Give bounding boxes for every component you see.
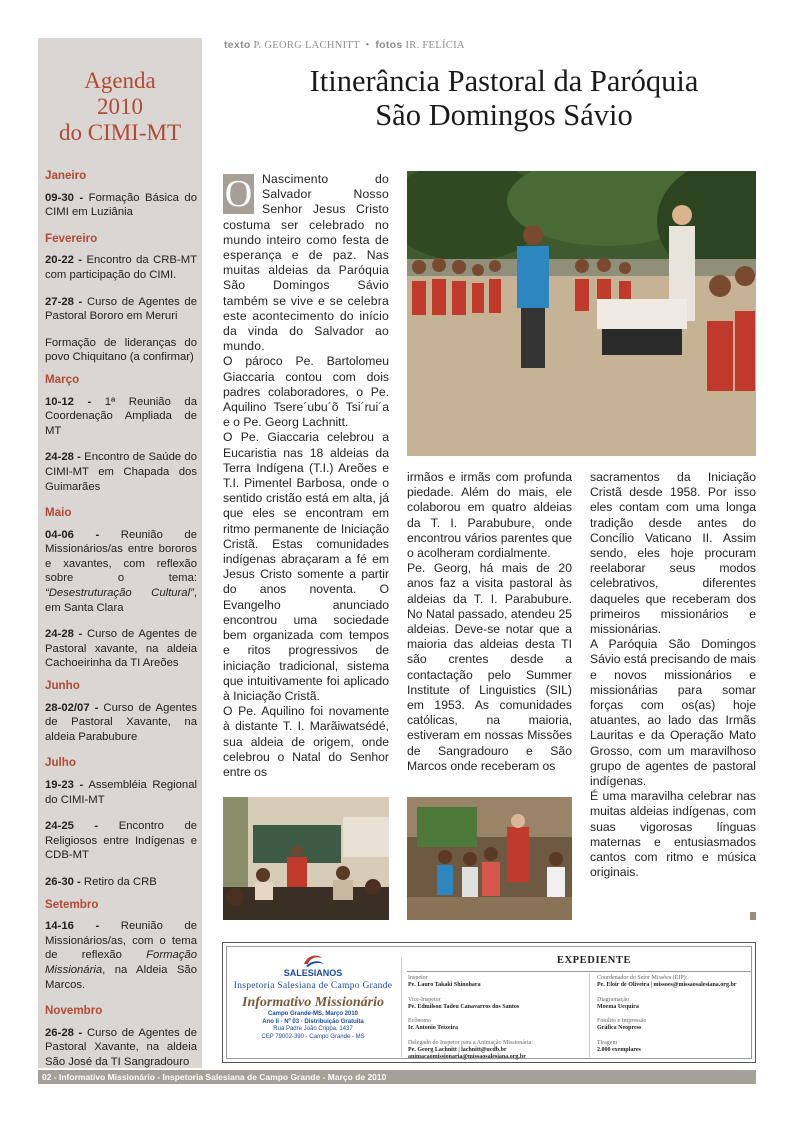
- article-paragraph: O Pe. Aquilino foi novamente à distante T. I. Marãiwatsédé, sua aldeia de origem, onde celebrou o Natal do Senhor entre os: [223, 704, 389, 779]
- agenda-event: 27-28 - Curso de Agentes de Pastoral Bororo em Meruri: [45, 295, 197, 323]
- month-heading: Junho: [45, 679, 80, 693]
- article-paragraph: sacramentos da Iniciação Cristã desde 1958. Por isso eles contam com uma longa tradição desde antes do Concílio Vaticano II. Assim sendo, eles hoje procuram reelaborar seus modos celebrativos, diferentes daqueles que receberam dos primeiros missionários e missionárias.: [590, 470, 756, 637]
- article-column-1: [223, 172, 389, 780]
- article-column-2: [407, 470, 572, 774]
- expediente-box: [222, 942, 756, 1063]
- photo-outdoor-celebration: [407, 171, 756, 456]
- byline-separator: •: [365, 40, 370, 51]
- expediente-column-2: Coordenador do Setor Missões (EIP): Pe. Eloir de Oliveira | missoes@missaosalesiana.org.br Diagramação Moema Uequira Fotolito e Impressão Gráfica Neopress Tiragem 2.000 exemplares: [597, 975, 737, 1053]
- agenda-event: Formação de lideranças do povo Chiquitano (a confirmar): [45, 336, 197, 364]
- month-heading: Janeiro: [45, 169, 87, 182]
- month-heading: Julho: [45, 756, 76, 770]
- photo-classroom-meeting: [223, 797, 389, 920]
- article-paragraph: É uma maravilha celebrar nas muitas aldeias indígenas, com suas vigorosas línguas maternas e entusiasmados cantos com ritmo e música originais.: [590, 789, 756, 880]
- expediente-inner-border: [226, 946, 752, 1059]
- article-paragraph: A Paróquia São Domingos Sávio está precisando de mais e novos missionários e missionárias para somar forças com os(as) hoje atuantes, ao lado das Irmãs Lauritas e da Operação Mato Grosso, com um maravilhoso grupo de agentes de pastoral indígenas.: [590, 637, 756, 789]
- article-paragraph: O Nascimento do Salvador Nosso Senhor Jesus Cristo costuma ser celebrado no mundo inteiro como festa de esperança e de paz. Nas muitas aldeias da Paróquia São Domingos Sávio também se vive e se celebra este acontecimento do início da vinda do Salvador ao mundo.: [223, 172, 389, 354]
- logo-inspetoria: Inspetoria Salesiana de Campo Grande: [233, 981, 393, 991]
- month-heading: Maio: [45, 506, 72, 520]
- article-paragraph: irmãos e irmãs com profunda piedade. Além do mais, ele colaborou em quatro aldeias da T. I. Parabubure, onde encontrou vários parentes que o acolheram cordialmente.: [407, 470, 572, 561]
- article-paragraph: O pároco Pe. Bartolomeu Giaccaria contou com dois padres colaboradores, o Pe. Aquilino Tsere´ubu´õ Tsi´rui´a e o Pe. Georg Lachnitt.: [223, 354, 389, 430]
- agenda-event: 24-25 - Encontro de Religiosos entre Indígenas e CDB-MT: [45, 820, 198, 862]
- logo-date: Campo Grande-MS, Março 2010: [267, 1011, 359, 1017]
- drop-cap: O: [224, 173, 253, 215]
- logo-address: Rua Padre João Crippa, 1437: [273, 1026, 353, 1032]
- agenda-sidebar: [38, 38, 202, 1068]
- divider: [589, 973, 590, 1057]
- month-heading: Fevereiro: [45, 231, 98, 245]
- article-end-mark: [750, 912, 756, 920]
- agenda-title-line3: do CIMI-MT: [58, 120, 182, 145]
- agenda-list: [45, 169, 197, 1082]
- agenda-event: 10-12 - 1ª Reunião da Coordenação Ampliada de MT: [45, 395, 198, 437]
- photo-indoor-group: [407, 797, 572, 920]
- agenda-event: 24-28 - Curso de Agentes de Pastoral xavante, na aldeia Cachoeirinha da TI Areões: [45, 628, 197, 670]
- agenda-event: 26-28 - Curso de Agentes de Pastoral Xavante, na aldeia São José da TI Sangradouro: [45, 1026, 197, 1068]
- month-heading: Março: [45, 372, 80, 386]
- logo-cep: CEP 79002-390 - Campo Grande - MS: [261, 1033, 365, 1040]
- article-title: [224, 64, 784, 132]
- divider: [407, 971, 752, 972]
- salesianos-logo-block: [227, 952, 399, 1041]
- article-title-line2: São Domingos Sávio: [375, 98, 633, 132]
- byline: [224, 39, 465, 51]
- agenda-title-line1: Agenda: [84, 68, 156, 93]
- divider: [401, 957, 402, 1057]
- article-paragraph: Pe. Georg, há mais de 20 anos faz a visita pastoral às aldeias da T. I. Parabubure. No Natal passado, atendeu 25 aldeias. Deve-se notar que a maioria das aldeias desta TI são crentes desde a contactação pelo Summer Institute of Linguistics (SIL) em 1953. As comunidades católicas, na maioria, estiveram em nossas Missões de Sangradouro e São Marcos onde receberam os: [407, 561, 572, 773]
- salesianos-logo-icon: [300, 952, 326, 968]
- footer-text: 02 - Informativo Missionário - Inspetoria Salesiana de Campo Grande - Março de 2010: [42, 1072, 387, 1082]
- byline-photographer: IR. FELÍCIA: [405, 40, 465, 51]
- article-paragraph: O Pe. Giaccaria celebrou a Eucaristia nas 18 aldeias da Terra Indígena (T.I.) Areões e T.I. Pimentel Barbosa, onde o sentido cristão está em alta, já que eles se encontram em ritmo permanente de Iniciação Cristã. Estas comunidades indígenas abraçaram a fé em Jesus Cristo somente a partir do anos noventa. O Evangelho anunciado encontrou uma sociedade bem organizada com tempos e ritos progressivos de iniciação tradicional, sistema que intuitivamente foi aplicado à Iniciação Cristã.: [223, 430, 389, 703]
- agenda-event: 19-23 - Assembléia Regional do CIMI-MT: [45, 779, 198, 806]
- month-heading: Novembro: [45, 1004, 103, 1018]
- agenda-event: 09-30 - Formação Básica do CIMI em Luziânia: [45, 191, 198, 219]
- agenda-event: 20-22 - Encontro da CRB-MT com participação do CIMI.: [45, 254, 198, 281]
- article-title-line1: Itinerância Pastoral da Paróquia: [309, 64, 699, 98]
- expediente-column-1: Inspetor Pe. Lauro Takaki Shinohara Vice-Inspetor Pe. Edmilson Tadeu Canavarros dos Santos Ecônomo Ir. Antonio Teixeira Delegado do Inspetor para a Animação Missionária: Pe. Georg Lachnitt | lachnitt@ucdb.br animacaomissionaria@missaosalesiana.org.br: [408, 975, 533, 1060]
- byline-text-label: texto: [224, 39, 251, 51]
- logo-informativo: Informativo Missionário: [242, 995, 384, 1010]
- month-heading: Setembro: [45, 897, 99, 911]
- logo-edition: Ano II - Nº 03 - Distribuição Gratuita: [262, 1018, 364, 1025]
- logo-name: SALESIANOS: [283, 968, 343, 978]
- agenda-event: 28-02/07 - Curso de Agentes de Pastoral Xavante, na aldeia Parabubure: [45, 701, 197, 743]
- agenda-event: 14-16 - Reunião de Missionários/as, com o tema de reflexão Formação Missionária, na Aldeia São Marcos.: [45, 920, 197, 991]
- expediente-title: EXPEDIENTE: [556, 955, 632, 966]
- article-column-3: [590, 470, 756, 880]
- agenda-event: 26-30 - Retiro da CRB: [45, 875, 157, 888]
- agenda-event: 04-06 - Reunião de Missionários/as entre bororos e xavantes, com reflexão sobre o tema: “Desestruturação Cultural”, em Santa Clara: [45, 528, 197, 614]
- agenda-title: [38, 68, 202, 146]
- agenda-event: 24-28 - Encontro de Saúde do CIMI-MT em Chapada dos Guimarães: [45, 451, 197, 493]
- byline-photos-label: fotos: [375, 39, 403, 51]
- agenda-title-line2: 2010: [97, 94, 143, 119]
- byline-author: P. GEORG LACHNITT: [253, 40, 360, 51]
- page-footer: [38, 1070, 756, 1084]
